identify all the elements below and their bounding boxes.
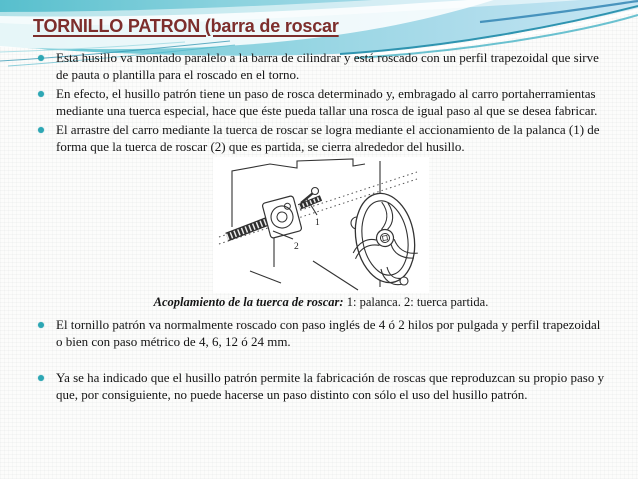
figure-label-palanca: 1 [315, 218, 320, 228]
figure-caption-lead: Acoplamiento de la tuerca de roscar: [153, 295, 344, 309]
bullet-text: Ya se ha indicado que el husillo patrón permite la fabricación de roscas que reproduzcan su propio paso y que, por consiguiente, no puede hacerse un paso distinto con sólo el uso del husillo patrón. [56, 370, 605, 402]
figure-lathe-leadscrew [213, 157, 429, 293]
figure-drawing [213, 157, 429, 293]
bullet-dot-icon [38, 322, 44, 328]
slide-body [0, 49, 638, 405]
bullet-text: Esta husillo va montado paralelo a la barra de cilindrar y está roscado con un perfil trapezoidal que sirve de pauta o plantilla para el roscado en el torno. [56, 50, 599, 82]
bullet-dot-icon [38, 375, 44, 381]
bullet-list-bottom [34, 316, 608, 403]
bullet-item-4 [34, 316, 608, 350]
bullet-item-3 [34, 121, 608, 155]
figure-label-tuerca-partida: 2 [294, 242, 299, 252]
bullet-item-1 [34, 49, 608, 83]
bullet-item-5 [34, 369, 608, 403]
bullet-item-2 [34, 85, 608, 119]
slide-title: TORNILLO PATRON (barra de roscar [33, 16, 339, 36]
bullet-list [34, 49, 608, 155]
bullet-dot-icon [38, 91, 44, 97]
figure-caption [34, 295, 608, 310]
bullet-dot-icon [38, 55, 44, 61]
bullet-text: En efecto, el husillo patrón tiene un paso de rosca determinado y, embragado al carro portaherramientas mediante una tuerca especial, hace que éste pueda tallar una rosca de igual paso al que se desea fabricar. [56, 86, 598, 118]
figure-caption-rest: 1: palanca. 2: tuerca partida. [343, 295, 489, 309]
bullet-text: El tornillo patrón va normalmente roscado con paso inglés de 4 ó 2 hilos por pulgada y perfil trapezoidal o bien con paso métrico de 4, 6, 12 ó 24 mm. [56, 317, 601, 349]
bullet-dot-icon [38, 127, 44, 133]
bullet-text: El arrastre del carro mediante la tuerca de roscar se logra mediante el accionamiento de la palanca (1) de forma que la tuerca de roscar (2) que es partida, se cierra alrededor del husillo. [56, 122, 600, 154]
